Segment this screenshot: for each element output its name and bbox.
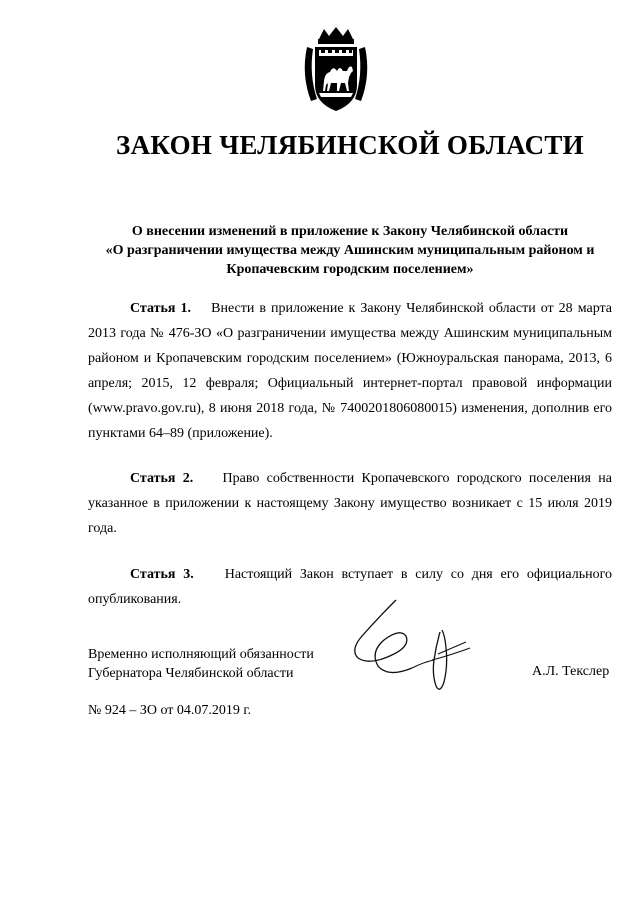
document-number: № 924 – ЗО от 04.07.2019 г. [88,703,252,718]
article-text: Настоящий Закон вступает в силу со дня его официального опубликования. [88,567,612,607]
signer-name: А.Л. Текслер [532,664,610,679]
law-title: ЗАКОН ЧЕЛЯБИНСКОЙ ОБЛАСТИ [116,130,584,160]
article-1 [88,296,612,446]
signature-image [348,596,478,702]
signer-position [88,645,314,683]
subtitle-line: О внесении изменений в приложение к Закону Челябинской области [131,224,569,239]
subtitle-line: «О разграничении имущества между Ашинским муниципальным районом и [105,243,595,258]
article-label: Статья 1. [130,301,191,316]
article-text: Внести в приложение к Закону Челябинской области от 28 марта 2013 года № 476-ЗО «О разграничении имущества между Ашинским муниципальным районом и Кропачевским городским поселением» (Южноуральская панорама, 2013, 6 апреля; 2015, 12 февраля; Официальный интернет-портал правовой информации (www.pravo.gov.ru), 8 июня 2018 года, № 7400201806080015) изменения, дополнив его пунктами 64–89 (приложение). [88,301,613,441]
signer-position-line: Губернатора Челябинской области [88,666,294,681]
law-subtitle [88,222,612,279]
article-label: Статья 3. [130,567,194,582]
article-2 [88,466,612,541]
subtitle-line: Кропачевским городским поселением» [226,262,474,277]
signer-position-line: Временно исполняющий обязанности [88,647,314,662]
article-label: Статья 2. [130,471,194,486]
article-text: Право собственности Кропачевского городского поселения на указанное в приложении к настоящему Закону имущество возникает с 15 июля 2019 года. [88,471,613,536]
coat-of-arms-icon [297,25,375,117]
